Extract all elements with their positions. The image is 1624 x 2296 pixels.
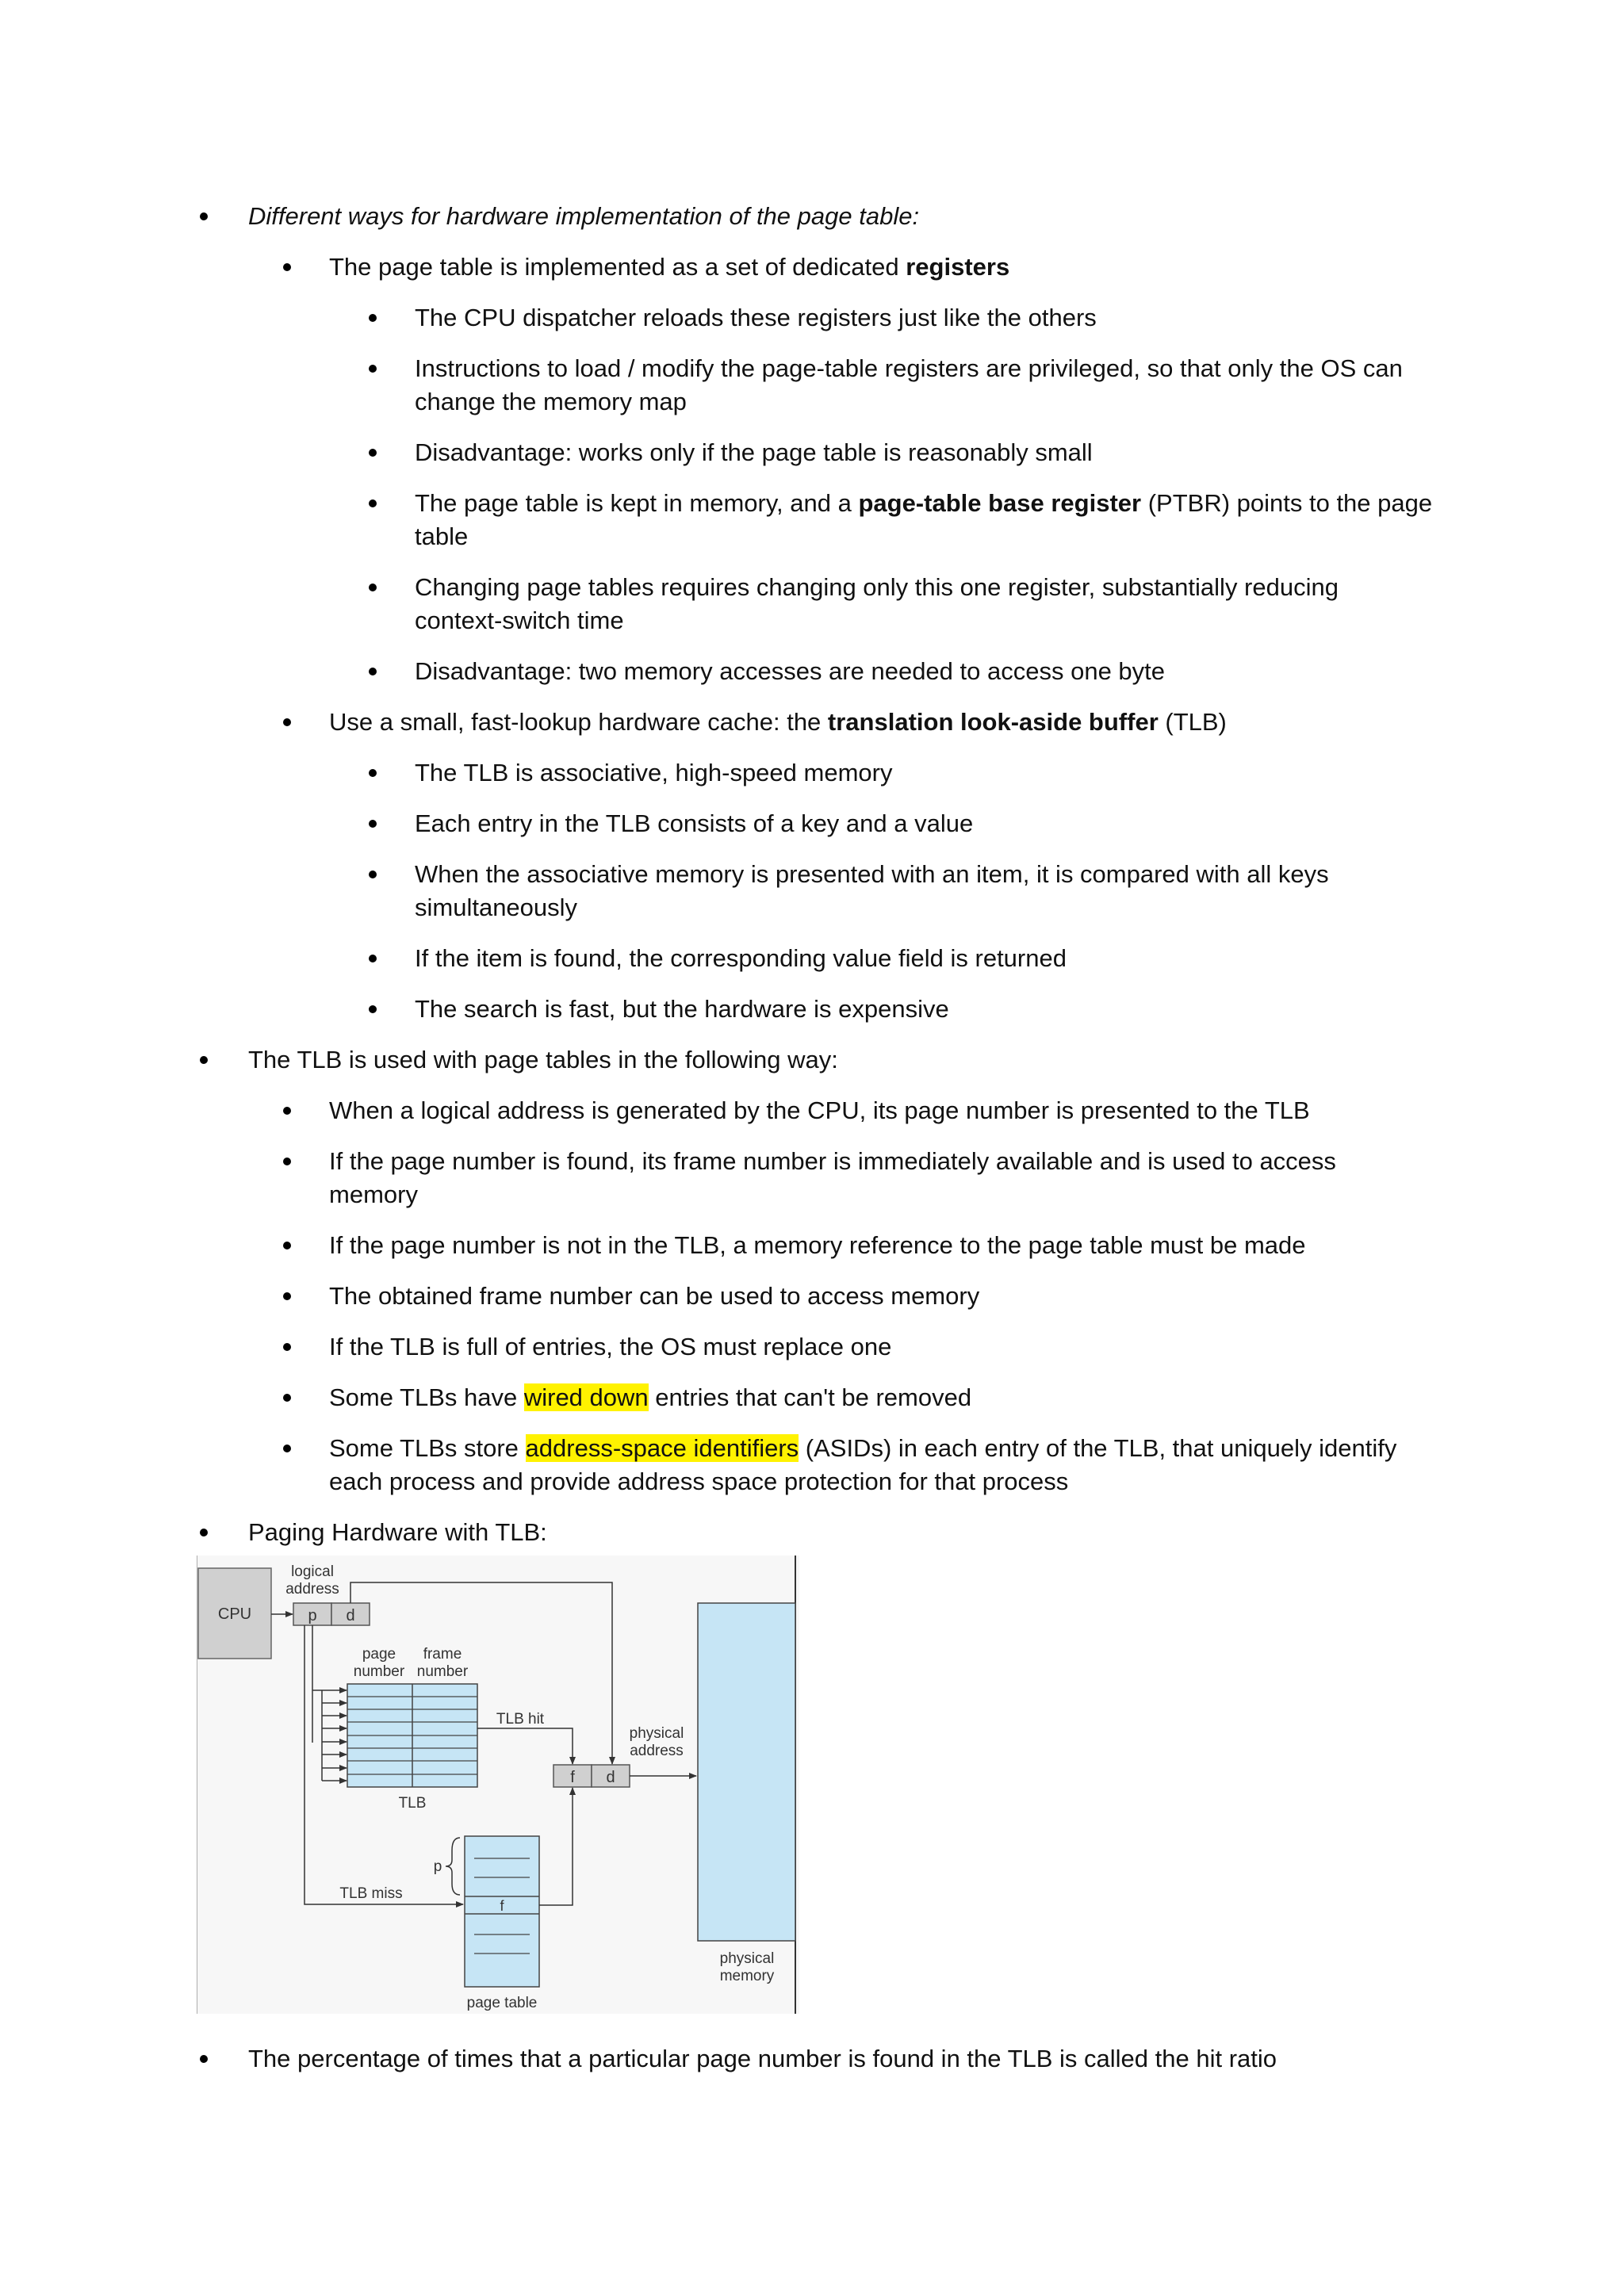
- bold-term: registers: [906, 253, 1010, 281]
- physical-memory-label-1: physical: [719, 1950, 775, 1967]
- tlb-label: TLB: [398, 1795, 427, 1812]
- bullet-logical-address: [329, 1094, 1310, 1127]
- page-table-f-label: f: [500, 1898, 504, 1914]
- bullet-search-fast: [415, 993, 949, 1026]
- bullet-dot: [200, 1529, 208, 1536]
- page-number-label-1: page: [362, 1646, 396, 1663]
- bullet-obtained-frame: [329, 1280, 979, 1313]
- bullet-dot: [283, 1292, 291, 1300]
- logical-address-label-1: logical: [291, 1563, 334, 1580]
- bullet-wired-down: [329, 1381, 971, 1414]
- bullet-asids: [329, 1432, 1396, 1498]
- bullet-hardware-implementation: [248, 200, 919, 233]
- bullet-text-line1: Instructions to load / modify the page-table registers are privileged, so that only the OS can: [415, 354, 1403, 382]
- bullet-text-line1: If the page number is found, its frame number is immediately available and is used to access: [329, 1147, 1336, 1175]
- bullet-text-line2: context-switch time: [415, 607, 624, 634]
- bullet-text: If the TLB is full of entries, the OS must replace one: [329, 1333, 892, 1360]
- bullet-text-line2: simultaneously: [415, 894, 578, 921]
- bullet-dot: [369, 314, 377, 322]
- highlighted-term: address-space identifiers: [525, 1434, 799, 1462]
- bullet-paging-hardware: [248, 1516, 547, 1549]
- bullet-text: Disadvantage: works only if the page table is reasonably small: [415, 438, 1093, 466]
- physical-memory-label-2: memory: [719, 1968, 775, 1984]
- bullet-text: Each entry in the TLB consists of a key and a value: [415, 809, 974, 837]
- bullet-text: The obtained frame number can be used to access memory: [329, 1282, 980, 1310]
- bullet-tlb-cache: [329, 706, 1227, 739]
- bold-term: page-table base register: [858, 489, 1142, 517]
- bullet-text: The CPU dispatcher reloads these registers just like the others: [415, 304, 1097, 331]
- bullet-ptbr: [415, 487, 1432, 553]
- frame-number-label-2: number: [416, 1663, 469, 1680]
- page-number-label-2: number: [353, 1663, 405, 1680]
- bullet-text: (PTBR) points to the page: [1141, 489, 1433, 517]
- bullet-text: The TLB is associative, high-speed memory: [415, 759, 893, 786]
- bullet-text: If the page number is not in the TLB, a memory reference to the page table must be made: [329, 1231, 1306, 1259]
- bullet-dot: [369, 449, 377, 457]
- bullet-text: The page table is kept in memory, and a: [415, 489, 859, 517]
- bullet-dot: [369, 955, 377, 962]
- bullet-text: Some TLBs have: [329, 1383, 524, 1411]
- bullet-dot: [369, 584, 377, 591]
- bullet-text: (TLB): [1158, 708, 1227, 736]
- bullet-privileged-instructions: [415, 352, 1403, 419]
- highlighted-term: wired down: [523, 1383, 649, 1411]
- bullet-text: The search is fast, but the hardware is expensive: [415, 995, 949, 1023]
- paging-hardware-diagram: [197, 1556, 799, 2014]
- bullet-dedicated-registers: [329, 251, 1009, 284]
- bullet-text: The percentage of times that a particular page number is found in the TLB is called the hit ratio: [248, 2045, 1277, 2072]
- bullet-disadvantage-two-accesses: [415, 655, 1165, 688]
- physical-address-label-1: physical: [629, 1725, 684, 1742]
- bullet-text-line2: memory: [329, 1181, 418, 1208]
- page-table-p-label: p: [433, 1858, 442, 1875]
- page-table-label: page table: [466, 1995, 538, 2011]
- bullet-tlb-entry: [415, 807, 973, 840]
- bold-term: translation look-aside buffer: [827, 708, 1159, 736]
- bullet-page-not-in-tlb: [329, 1229, 1306, 1262]
- bullet-text: If the item is found, the corresponding value field is returned: [415, 944, 1067, 972]
- bullet-associative-compare: [415, 858, 1329, 924]
- bullet-changing-page-tables: [415, 571, 1339, 637]
- bullet-dot: [283, 1107, 291, 1115]
- bullet-text: Different ways for hardware implementation of the page table:: [248, 202, 920, 230]
- logical-d-label: d: [346, 1607, 355, 1624]
- bullet-text: The TLB is used with page tables in the following way:: [248, 1046, 838, 1073]
- bullet-text: The page table is implemented as a set of dedicated: [329, 253, 906, 281]
- bullet-text-line1: Changing page tables requires changing only this one register, substantially reducing: [415, 573, 1339, 601]
- bullet-dot: [283, 263, 291, 271]
- bullet-text: (ASIDs) in each entry of the TLB, that uniquely identify: [799, 1434, 1397, 1462]
- bullet-text: Disadvantage: two memory accesses are needed to access one byte: [415, 657, 1166, 685]
- bullet-text: entries that can't be removed: [648, 1383, 972, 1411]
- logical-p-label: p: [308, 1607, 317, 1624]
- bullet-page-found: [329, 1145, 1336, 1211]
- bullet-dot: [369, 499, 377, 507]
- bullet-text-line2: each process and provide address space protection for that process: [329, 1468, 1069, 1495]
- physical-d-label: d: [606, 1769, 615, 1786]
- tlb-hit-label: TLB hit: [496, 1711, 545, 1728]
- bullet-dot: [283, 1394, 291, 1402]
- bullet-dot: [200, 2055, 208, 2063]
- bullet-text: When a logical address is generated by the CPU, its page number is presented to the TLB: [329, 1096, 1310, 1124]
- bullet-hit-ratio: [248, 2042, 1277, 2076]
- bullet-dot: [283, 718, 291, 726]
- bullet-dot: [200, 212, 208, 220]
- bullet-dot: [283, 1242, 291, 1249]
- bullet-item-found: [415, 942, 1067, 975]
- physical-f-label: f: [570, 1769, 575, 1786]
- tlb-miss-label: TLB miss: [339, 1885, 403, 1902]
- physical-address-label-2: address: [630, 1743, 684, 1759]
- physical-memory-box: [698, 1603, 795, 1941]
- bullet-text: Paging Hardware with TLB:: [248, 1518, 547, 1546]
- bullet-dot: [283, 1445, 291, 1452]
- cpu-label: CPU: [217, 1605, 252, 1623]
- bullet-disadvantage-small: [415, 436, 1093, 469]
- bullet-text-line2: table: [415, 522, 469, 550]
- bullet-dot: [283, 1158, 291, 1165]
- bullet-text-line2: change the memory map: [415, 388, 687, 415]
- bullet-cpu-dispatcher: [415, 301, 1097, 335]
- bullet-tlb-associative: [415, 756, 892, 790]
- bullet-text-line1: When the associative memory is presented with an item, it is compared with all keys: [415, 860, 1329, 888]
- bullet-dot: [283, 1343, 291, 1351]
- bullet-dot: [369, 1005, 377, 1013]
- bullet-text: Use a small, fast-lookup hardware cache: the: [329, 708, 828, 736]
- logical-address-label-2: address: [285, 1581, 339, 1598]
- bullet-dot: [369, 871, 377, 878]
- tlb-table: [347, 1684, 477, 1787]
- bullet-tlb-used: [248, 1043, 838, 1077]
- bullet-dot: [369, 365, 377, 373]
- bullet-tlb-full: [329, 1330, 891, 1364]
- bullet-dot: [369, 820, 377, 828]
- bullet-dot: [200, 1056, 208, 1064]
- bullet-dot: [369, 668, 377, 675]
- frame-number-label-1: frame: [423, 1646, 462, 1663]
- bullet-text: Some TLBs store: [329, 1434, 526, 1462]
- bullet-dot: [369, 769, 377, 777]
